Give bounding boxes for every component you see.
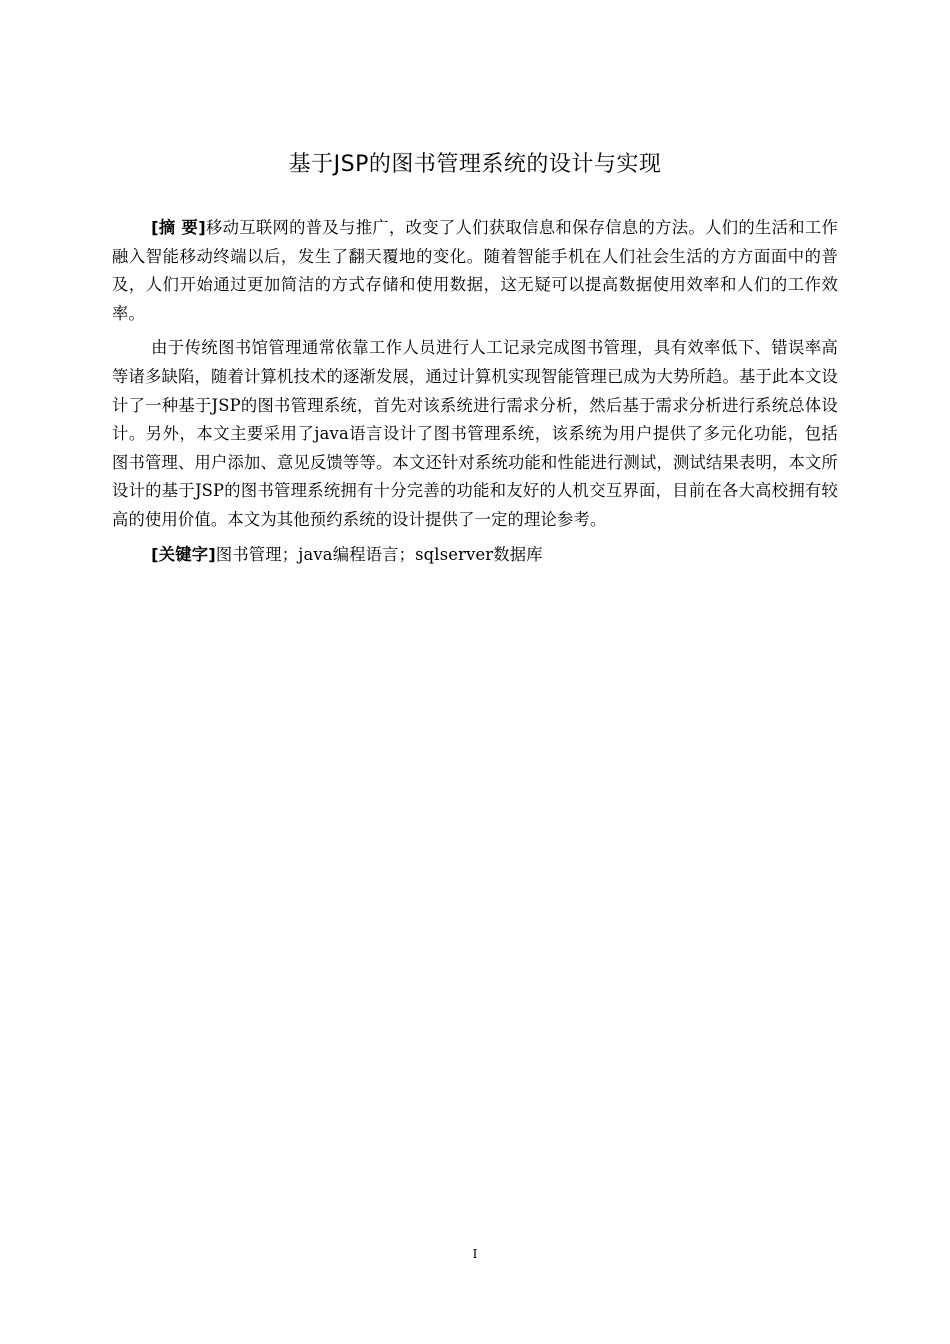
page-number: I xyxy=(472,1247,478,1261)
abstract-paragraph-1-text: 移动互联网的普及与推广，改变了人们获取信息和保存信息的方法。人们的生活和工作融入智能移动终端以后，发生了翻天覆地的变化。随着智能手机在人们社会生活的方方面面中的普及，人们开始通过更加简洁的方式存储和使用数据，这无疑可以提高数据使用效率和人们的工作效率。 xyxy=(112,218,838,323)
abstract-section xyxy=(112,214,838,575)
abstract-label: [摘 要] xyxy=(151,218,206,237)
keywords-line xyxy=(112,541,838,570)
keywords-label: [关键字] xyxy=(151,544,216,564)
abstract-paragraph-2 xyxy=(112,334,838,534)
document-title: 基于JSP的图书管理系统的设计与实现 xyxy=(288,152,662,177)
keywords-text: 图书管理；java编程语言；sqlserver数据库 xyxy=(215,544,543,564)
abstract-paragraph-2-text: 由于传统图书馆管理通常依靠工作人员进行人工记录完成图书管理，具有效率低下、错误率高等诸多缺陷，随着计算机技术的逐渐发展，通过计算机实现智能管理已成为大势所趋。基于此本文设计了一种基于JSP的图书管理系统，首先对该系统进行需求分析，然后基于需求分析进行系统总体设计。另外，本文主要采用了java语言设计了图书管理系统，该系统为用户提供了多元化功能，包括图书管理、用户添加、意见反馈等等。本文还针对系统功能和性能进行测试，测试结果表明，本文所设计的基于JSP的图书管理系统拥有十分完善的功能和友好的人机交互界面，目前在各大高校拥有较高的使用价值。本文为其他预约系统的设计提供了一定的理论参考。 xyxy=(112,338,838,529)
abstract-paragraph-1 xyxy=(112,214,838,328)
